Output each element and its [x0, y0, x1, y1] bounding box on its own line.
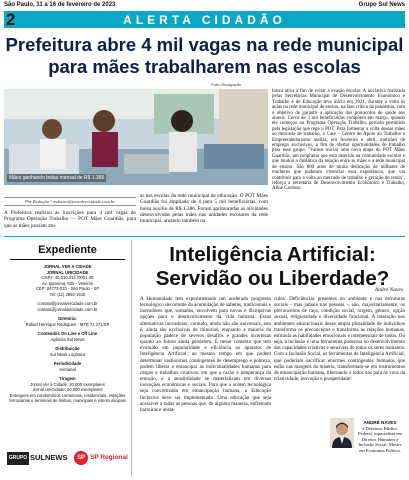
- page-number: 2: [6, 10, 16, 29]
- director-label: Diretoria:: [58, 316, 77, 321]
- sulnews-logo: SULNEWS: [30, 453, 68, 462]
- cep: CEP: 04773-010 - São Paulo - SP: [35, 286, 100, 291]
- distribution-label: Distribuição: [55, 346, 80, 351]
- publication-name: JORNAL VER A CIDADE: [43, 264, 92, 269]
- director: Rafael Henrique Rodrigues - MTB 72.271/SP: [25, 321, 110, 327]
- paragraph: culos. Deficiências presentes no ambiente e nas estruturas sociais - mas jamais nas pessoas -, são, majoritariamente, os preconceitos de raça, condição social, origem, gênero, opção sexual, religiosidade e diversidade funcional. A interação nos ambientes educacionais desse ampla pluralidade de indivíduos transforma os preconceitos e transforma as relações humanas, estimula as habilidades emocionais e interpessoais de todos. Ou seja, a inclusão é uma ferramenta poderosa no desenvolvimento das capacidades criativas e sensíveis de todos os seres humanos. Com a Inclusão Social, as ferramentas de Inteligência Artificial, que poderiam sacrificar enormes contingentes humanos que estão nas margens da miséria, transformam-se em instrumentos de emancipação humana, libertando o todos nós para os voos da criatividade, inovação e prosperidade!: [274, 296, 405, 383]
- opinion-col-1: [140, 296, 271, 413]
- email[interactable]: contato@jornalunicidade.com.br: [37, 306, 98, 312]
- opinion-byline: André Naves: [374, 287, 403, 293]
- headline-line-2: para mães trabalharem nas escolas: [48, 56, 361, 77]
- brand-name: Grupo Sul News: [358, 2, 405, 8]
- expediente-body: [4, 260, 131, 404]
- content: Agência Sul News: [50, 336, 85, 342]
- phone: Tel: (11) 3892-1510: [49, 291, 86, 297]
- periodicity: Semanal: [59, 366, 76, 372]
- main-headline: [4, 34, 405, 78]
- print-note: Entregues em condomínios comerciais, residenciais, estações ferroviárias e terminais de ônibus, municipais e intermunicipais: [9, 392, 126, 403]
- print-label: Tiragem: [59, 376, 76, 381]
- sp-regional-logo-icon: SP: [74, 451, 88, 465]
- periodicity-label: Periodicidade: [53, 361, 82, 366]
- edition-date: São Paulo, 11 a 16 de fevereiro de 2023: [4, 2, 116, 8]
- headline-line-1: Prefeitura abre 4 mil vagas na rede municipal: [5, 34, 404, 55]
- main-article-col-3: [272, 89, 405, 192]
- paragraph: busca ativa a fim de evitar a evasão escolar. A iniciativa realizada pelas Secretarias Municipal de Desenvolvimento Econômico e Trabalho e de Educação teve início em 2021, durante a volta às aulas na rede municipal de ensino, na fase crítica da pandemia, com o objetivo de garantir a aplicação dos protocolos de saúde aos alunos. Cerca de 3 mil beneficiárias compõem em março, quando ele começou no Programa Operação Trabalho, período permitido pela legislação que rege o POT. Para fomentar a volta dessas mães ao mercado de trabalho, o Cate – Centro de Apoio ao Trabalho e Empreendedorismo realiza, em fevereiro e abril, mutirões de emprego exclusivos, a fim de ofertar oportunidades de trabalho para esse grupo. "Vamos iniciar uma nova etapa do POT Mães Guardiãs, um programa que está inserido na comunidade escolar e que mudou a dinâmica da relação entre as mães e a rede municipal de ensino. São 800 anos de muita dedicação de milhares de mulheres que puderam vivenciar essa experiência, que vai contribuir para a volta ao mercado de trabalho e geração de renda", reforça a secretária de Desenvolvimento Econômico e Trabalho, Aline Cardoso.: [272, 89, 405, 192]
- address: Av. Ipanema, 625 - Veleiros: [41, 280, 94, 286]
- print-run: Jornal UniCidade: 20.000 exemplares: [32, 387, 103, 392]
- paragraph: A Humanidade tem experimentado um acelerado progresso tecnológico decorrente da acumulação de saberes, tradicionais e inovadores que, somados, envolvem para novas e disruptivas opções para o desenvolvimento da vida humana. Essas alternativas inovadoras, contudo, ainda não são universais, isto é, ainda são exclusivas de minorias; enquanto a maioria da população padece de severos desafios e grandes incertezas quanto ao futuro ainda persistem. É nesse contexto que tem evoluído em popularidade e eficiência os aparatos de Inteligência Artificial: ao mesmo tempo em que podem determinar vastíssimos contingentes de desemprego e pobreza, podem liberar e emancipar as individualidades humanas para cargos e trabalhos criativos, em que a razão e temperança da emoção, e a sensibilidade se materializam em diversas inovações econômicas e sociais. Para que a ordem tecnológica seja concretizada em emancipação humana, a Educação Inclusiva deve ser implementada. Uma educação que seja acessível a todas as pessoas que, de alguma maneira, enfrentam barreiras e obsta-: [140, 296, 271, 413]
- paragraph: ar nas escolas da rede municipal de educação. O POT Mães Guardiãs foi ampliado de 4 para 5 mil beneficiárias, com bolsa auxílio de R$ 1.386. Foram aprimoradas as atividades desenvolvidas pelas mães nas unidades escolares da rede municipal, atuando também na: [140, 193, 268, 225]
- author-bio: [356, 420, 404, 454]
- publication-name: JORNAL UNICIDADE: [46, 269, 89, 275]
- opinion-title-line-2: Servidão ou Liberdade?: [155, 267, 390, 290]
- logos-row: [4, 448, 132, 470]
- opinion-title-line-1: Inteligência Artificial:: [169, 243, 376, 266]
- cnpj: CNPJ: 40.010.313 /0001-45: [41, 275, 94, 280]
- author-portrait-icon: [330, 418, 354, 448]
- author-photo: [330, 418, 354, 448]
- sp-regional-logo-text: SP Regional: [90, 454, 128, 461]
- section-bar: [4, 11, 405, 28]
- section-divider: [4, 236, 405, 237]
- expediente-box: [4, 240, 132, 477]
- email[interactable]: contato@jornalvercidade.com.br: [37, 301, 98, 306]
- author-description: é Defensor Público Federal, especialista em Direitos Humanos e Inclusão Social, Mestre em Economia Política.: [357, 425, 402, 453]
- main-article-col-2: [140, 193, 268, 224]
- grupo-logo: GRUPO: [7, 452, 29, 465]
- top-bar: [4, 0, 405, 10]
- opinion-col-2: [274, 296, 405, 382]
- distribution: Sul News Logística: [49, 351, 86, 357]
- article-photo: [4, 89, 268, 185]
- expediente-heading: Expediente: [10, 240, 125, 260]
- classroom-illustration: [4, 89, 268, 185]
- content-label: Conteúdos On Line e Off Line: [37, 331, 98, 336]
- main-article-col-1: [4, 210, 136, 229]
- opinion-title: [140, 243, 405, 291]
- author-name: ANDRÉ NAVES: [363, 420, 397, 425]
- print-run: Jornal Ver a Cidade: 20.000 exemplares: [30, 381, 105, 387]
- author-box: [330, 418, 405, 478]
- section-title: ALERTA CIDADÃO: [123, 13, 286, 27]
- byline-redacao: Por Redação / redacao@jornalvercidade.com.br: [4, 197, 136, 206]
- paragraph: A Prefeitura realizou as inscrições para 4 mil vagas do Programa Operação Trabalho — POT Mães Guardiãs, para que as mães possam atu-: [4, 210, 136, 229]
- photo-caption: Mães ganhando bolsa mensal de R$ 1.386: [9, 175, 105, 181]
- photo-credit: Foto: Divulgação: [211, 82, 242, 87]
